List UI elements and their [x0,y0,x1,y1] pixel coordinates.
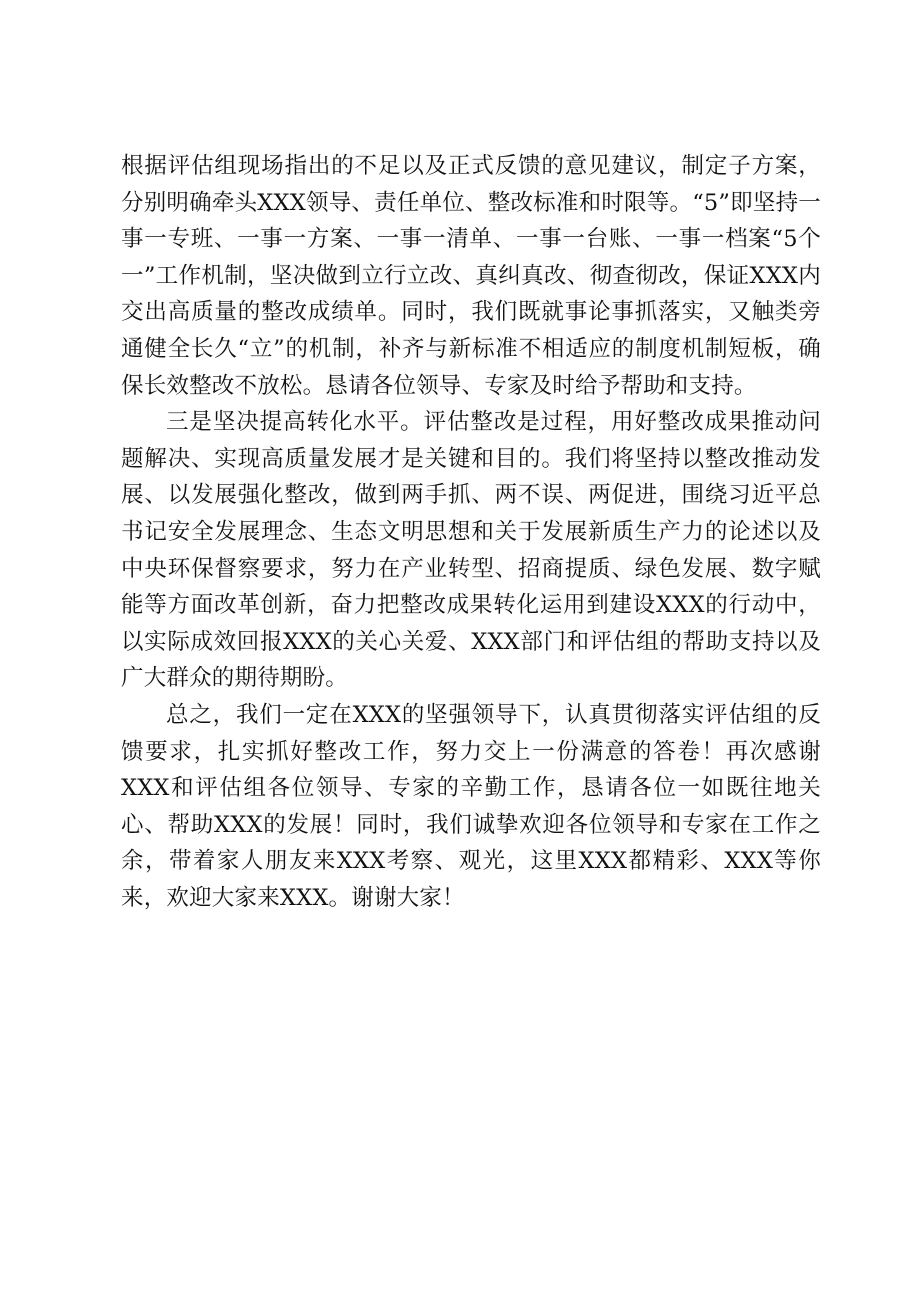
document-body [121,148,821,916]
paragraph-rectification-plan: 根据评估组现场指出的不足以及正式反馈的意见建议，制定子方案，分别明确牵头XXX领导、责任单位、整改标准和时限等。“5”即坚持一事一专班、一事一方案、一事一清单、一事一台账、一事一档案“5个一”工作机制，坚决做到立行立改、真纠真改、彻查彻改，保证XXX内交出高质量的整改成绩单。同时，我们既就事论事抓落实，又触类旁通健全长久“立”的机制，补齐与新标准不相适应的制度机制短板，确保长效整改不放松。恳请各位领导、专家及时给予帮助和支持。 [121,153,821,399]
paragraph-transformation-level: 三是坚决提高转化水平。评估整改是过程，用好整改成果推动问题解决、实现高质量发展才是关键和目的。我们将坚持以整改推动发展、以发展强化整改，做到两手抓、两不误、两促进，围绕习近平总书记安全发展理念、生态文明思想和关于发展新质生产力的论述以及中央环保督察要求，努力在产业转型、招商提质、绿色发展、数字赋能等方面改革创新，奋力把整改成果转化运用到建设XXX的行动中，以实际成效回报XXX的关心关爱、XXX部门和评估组的帮助支持以及广大群众的期待期盼。 [121,409,821,692]
paragraph-conclusion: 总之，我们一定在XXX的坚强领导下，认真贯彻落实评估组的反馈要求，扎实抓好整改工作，努力交上一份满意的答卷！再次感谢XXX和评估组各位领导、专家的辛勤工作，恳请各位一如既往地关心、帮助XXX的发展！同时，我们诚挚欢迎各位领导和专家在工作之余，带着家人朋友来XXX考察、观光，这里XXX都精彩、XXX等你来，欢迎大家来XXX。谢谢大家！ [121,701,821,911]
